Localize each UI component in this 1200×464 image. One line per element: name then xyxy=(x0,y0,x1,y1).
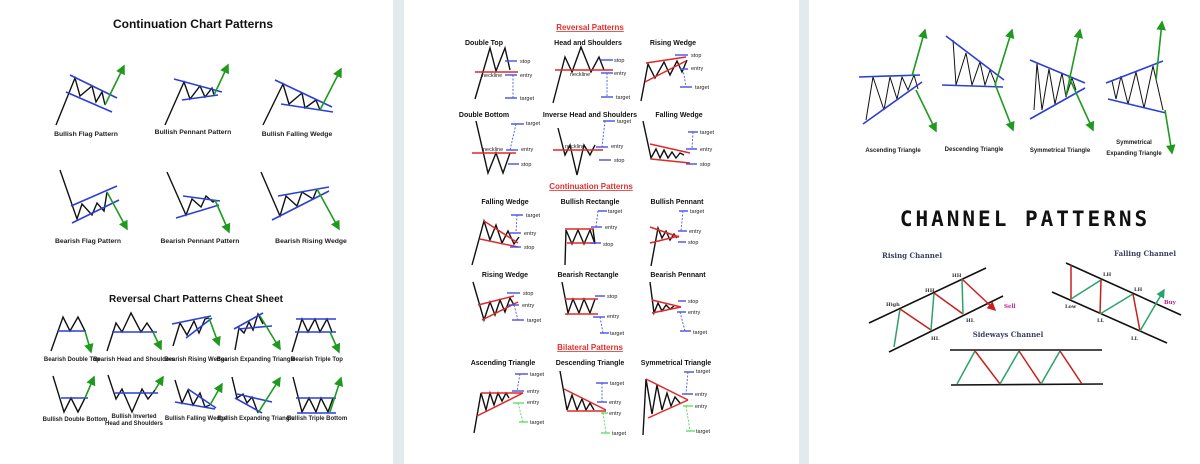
entry-label: entry xyxy=(691,66,704,72)
buy-label: Buy xyxy=(1164,300,1176,306)
entry-label: entry xyxy=(611,144,624,150)
target-label: target xyxy=(526,121,541,127)
entry-label: entry xyxy=(689,229,702,235)
bearish-pennant-diagram xyxy=(167,172,229,232)
descending-triangle-diagram xyxy=(942,30,1013,130)
stop-label: stop xyxy=(603,242,614,248)
pattern-name: Double Top xyxy=(465,40,503,47)
target-label: target xyxy=(527,318,542,324)
panel-separator xyxy=(799,0,809,464)
bullish-pennant-level-diagram xyxy=(650,209,705,266)
sideways-channel-diagram xyxy=(950,350,1103,385)
pattern-name: Bearish Pennant xyxy=(650,272,706,279)
entry-label: entry xyxy=(521,147,534,153)
pattern-label: Bearish Flag Pattern xyxy=(54,238,122,245)
pattern-label: Symmetrical xyxy=(1116,140,1152,146)
pattern-label: Bearish Pennant Pattern xyxy=(160,238,240,245)
point-label: High xyxy=(886,302,900,308)
bullish-triple-bottom-diagram xyxy=(293,377,341,413)
bearish-head-shoulders-diagram xyxy=(107,313,161,351)
pattern-name: Head and Shoulders xyxy=(554,40,622,47)
pattern-label: Head and Shoulders xyxy=(104,421,164,427)
point-label: HH xyxy=(952,273,962,279)
bearish-double-top-diagram xyxy=(51,317,91,352)
pattern-label: Bullish Inverted xyxy=(111,414,157,420)
pattern-name: Rising Wedge xyxy=(649,40,697,47)
target-label: target xyxy=(612,431,627,437)
point-label: Low xyxy=(1065,304,1077,310)
pattern-name: Inverse Head and Shoulders xyxy=(542,112,638,119)
bullish-pennant-diagram xyxy=(165,65,228,125)
stop-label: stop xyxy=(521,162,532,168)
stop-label: stop xyxy=(524,245,535,251)
pattern-name: Ascending Triangle xyxy=(470,360,536,367)
stop-label: stop xyxy=(688,240,699,246)
entry-label: entry xyxy=(700,147,713,153)
point-label: HL xyxy=(931,336,940,342)
falling-channel-diagram xyxy=(1052,263,1181,343)
entry-label: entry xyxy=(609,400,622,406)
neckline-label: neckline xyxy=(483,147,504,153)
entry-label: entry xyxy=(695,392,708,398)
panel-triangles-channels xyxy=(859,22,1181,385)
pattern-name: Bullish Pennant xyxy=(650,199,704,206)
target-label: target xyxy=(700,130,715,136)
stop-label: stop xyxy=(614,58,625,64)
falling-channel-title: Falling Channel xyxy=(1113,249,1177,258)
reversal-heading: Reversal Patterns xyxy=(556,23,624,32)
target-label: target xyxy=(616,95,631,101)
bilateral-heading: Bilateral Patterns xyxy=(557,343,623,352)
neckline-label: neckline xyxy=(482,73,503,79)
pattern-label: Bullish Falling Wedge xyxy=(164,416,228,422)
target-label: target xyxy=(610,381,625,387)
pattern-name: Falling Wedge xyxy=(481,199,529,206)
pattern-label: Bullish Falling Wedge xyxy=(261,131,333,138)
falling-wedge-reversal-diagram xyxy=(643,121,715,168)
stop-label: stop xyxy=(520,59,531,65)
neckline-label: neckline xyxy=(565,144,586,150)
target-label: target xyxy=(610,331,625,337)
bearish-rectangle-diagram xyxy=(562,282,625,337)
bearish-flag-diagram xyxy=(60,170,127,229)
expanding-triangle-diagram xyxy=(1106,22,1172,153)
point-label: LL xyxy=(1131,336,1139,342)
double-bottom-diagram xyxy=(472,121,541,173)
target-label: target xyxy=(530,372,545,378)
bearish-triple-top-diagram xyxy=(292,319,339,352)
falling-wedge-continuation-diagram xyxy=(472,213,541,265)
pattern-name: Symmetrical Triangle xyxy=(640,360,712,367)
pattern-label: Symmetrical Triangle xyxy=(1029,148,1091,154)
point-label: LL xyxy=(1097,318,1105,324)
stop-label: stop xyxy=(691,53,702,59)
stop-label: stop xyxy=(688,299,699,305)
entry-label: entry xyxy=(524,231,537,237)
stop-label: stop xyxy=(700,162,711,168)
pattern-label: Expanding Triangle xyxy=(1106,151,1162,157)
pattern-name: Rising Wedge xyxy=(481,272,529,279)
target-label: target xyxy=(693,330,708,336)
rising-wedge-reversal-diagram xyxy=(641,53,710,101)
continuation-title: Continuation Chart Patterns xyxy=(112,17,274,31)
entry-label: entry xyxy=(607,314,620,320)
pattern-name: Double Bottom xyxy=(458,112,510,119)
channel-patterns-title: CHANNEL PATTERNS xyxy=(899,207,1151,231)
pattern-label: Bullish Pennant Pattern xyxy=(154,129,232,136)
pattern-label: Ascending Triangle xyxy=(865,148,921,154)
entry-label: entry xyxy=(609,411,622,417)
pattern-name: Bullish Rectangle xyxy=(560,199,620,206)
target-label: target xyxy=(696,429,711,435)
point-label: HH xyxy=(925,288,935,294)
reversal-cheat-title: Reversal Chart Patterns Cheat Sheet xyxy=(109,294,283,305)
sideways-channel-title: Sideways Channel xyxy=(972,330,1044,339)
neckline-label: neckline xyxy=(570,72,591,78)
descending-triangle-level-diagram xyxy=(560,371,627,437)
panel-continuation-cheat-sheet xyxy=(43,17,348,427)
rising-channel-title: Rising Channel xyxy=(882,251,942,260)
pattern-label: Bullish Double Bottom xyxy=(42,417,108,423)
target-label: target xyxy=(520,96,535,102)
inverse-head-and-shoulders-diagram xyxy=(553,119,632,175)
target-label: target xyxy=(617,119,632,125)
stop-label: stop xyxy=(607,294,618,300)
stop-label: stop xyxy=(523,291,534,297)
ascending-triangle-diagram xyxy=(859,30,936,131)
entry-label: entry xyxy=(522,303,535,309)
bearish-rising-wedge-diagram xyxy=(261,172,339,229)
stop-label: stop xyxy=(614,158,625,164)
entry-label: entry xyxy=(527,400,540,406)
ascending-triangle-level-diagram xyxy=(474,372,545,433)
bullish-falling-wedge-small-diagram xyxy=(175,380,222,409)
point-label: LH xyxy=(1103,272,1112,278)
pattern-label: Descending Triangle xyxy=(944,147,1004,153)
pattern-label: Bearish Triple Top xyxy=(291,357,343,363)
target-label: target xyxy=(526,213,541,219)
entry-label: entry xyxy=(605,225,618,231)
pattern-label: Bullish Triple Bottom xyxy=(286,416,348,422)
point-label: HL xyxy=(966,318,975,324)
target-label: target xyxy=(608,209,623,215)
bullish-flag-diagram xyxy=(56,66,124,125)
pattern-label: Bearish Double Top xyxy=(43,357,101,363)
pattern-name: Descending Triangle xyxy=(555,360,625,367)
pattern-name: Falling Wedge xyxy=(655,112,703,119)
pattern-label: Bearish Rising Wedge xyxy=(275,238,347,245)
target-label: target xyxy=(530,420,545,426)
pattern-label: Bullish Expanding Triangle xyxy=(217,416,295,422)
pattern-name: Bearish Rectangle xyxy=(557,272,619,279)
symmetrical-triangle-diagram xyxy=(1030,30,1093,130)
entry-label: entry xyxy=(614,71,627,77)
rising-wedge-continuation-diagram xyxy=(473,282,542,324)
symmetrical-triangle-level-diagram xyxy=(643,369,711,435)
bullish-expanding-triangle-diagram xyxy=(232,377,280,413)
pattern-label: Bearish Rising Wedge xyxy=(164,357,228,363)
entry-label: entry xyxy=(527,389,540,395)
rising-channel-diagram xyxy=(869,268,1016,352)
bearish-rising-wedge-small-diagram xyxy=(172,316,219,346)
head-and-shoulders-diagram xyxy=(553,47,631,103)
panel-separator xyxy=(393,0,404,464)
bullish-rectangle-diagram xyxy=(565,209,623,265)
pattern-label: Bullish Flag Pattern xyxy=(54,131,118,138)
bearish-expanding-triangle-diagram xyxy=(234,313,280,350)
entry-label: entry xyxy=(695,404,708,410)
point-label: LH xyxy=(1134,287,1143,293)
pattern-label: Bearish Expanding Triangle xyxy=(216,357,296,363)
continuation-heading: Continuation Patterns xyxy=(549,182,633,191)
target-label: target xyxy=(696,369,711,375)
panel-trading-patterns xyxy=(459,23,715,437)
entry-label: entry xyxy=(520,73,533,79)
target-label: target xyxy=(690,209,705,215)
sell-label: Sell xyxy=(1004,304,1016,310)
bullish-falling-wedge-diagram xyxy=(263,69,341,125)
pattern-label: Bearish Head and Shoulders xyxy=(93,357,175,363)
bullish-inverted-head-shoulders-diagram xyxy=(108,375,163,412)
bullish-double-bottom-diagram xyxy=(53,376,94,412)
double-top-diagram xyxy=(475,48,535,102)
target-label: target xyxy=(695,85,710,91)
bearish-pennant-level-diagram xyxy=(650,282,708,336)
entry-label: entry xyxy=(688,310,701,316)
